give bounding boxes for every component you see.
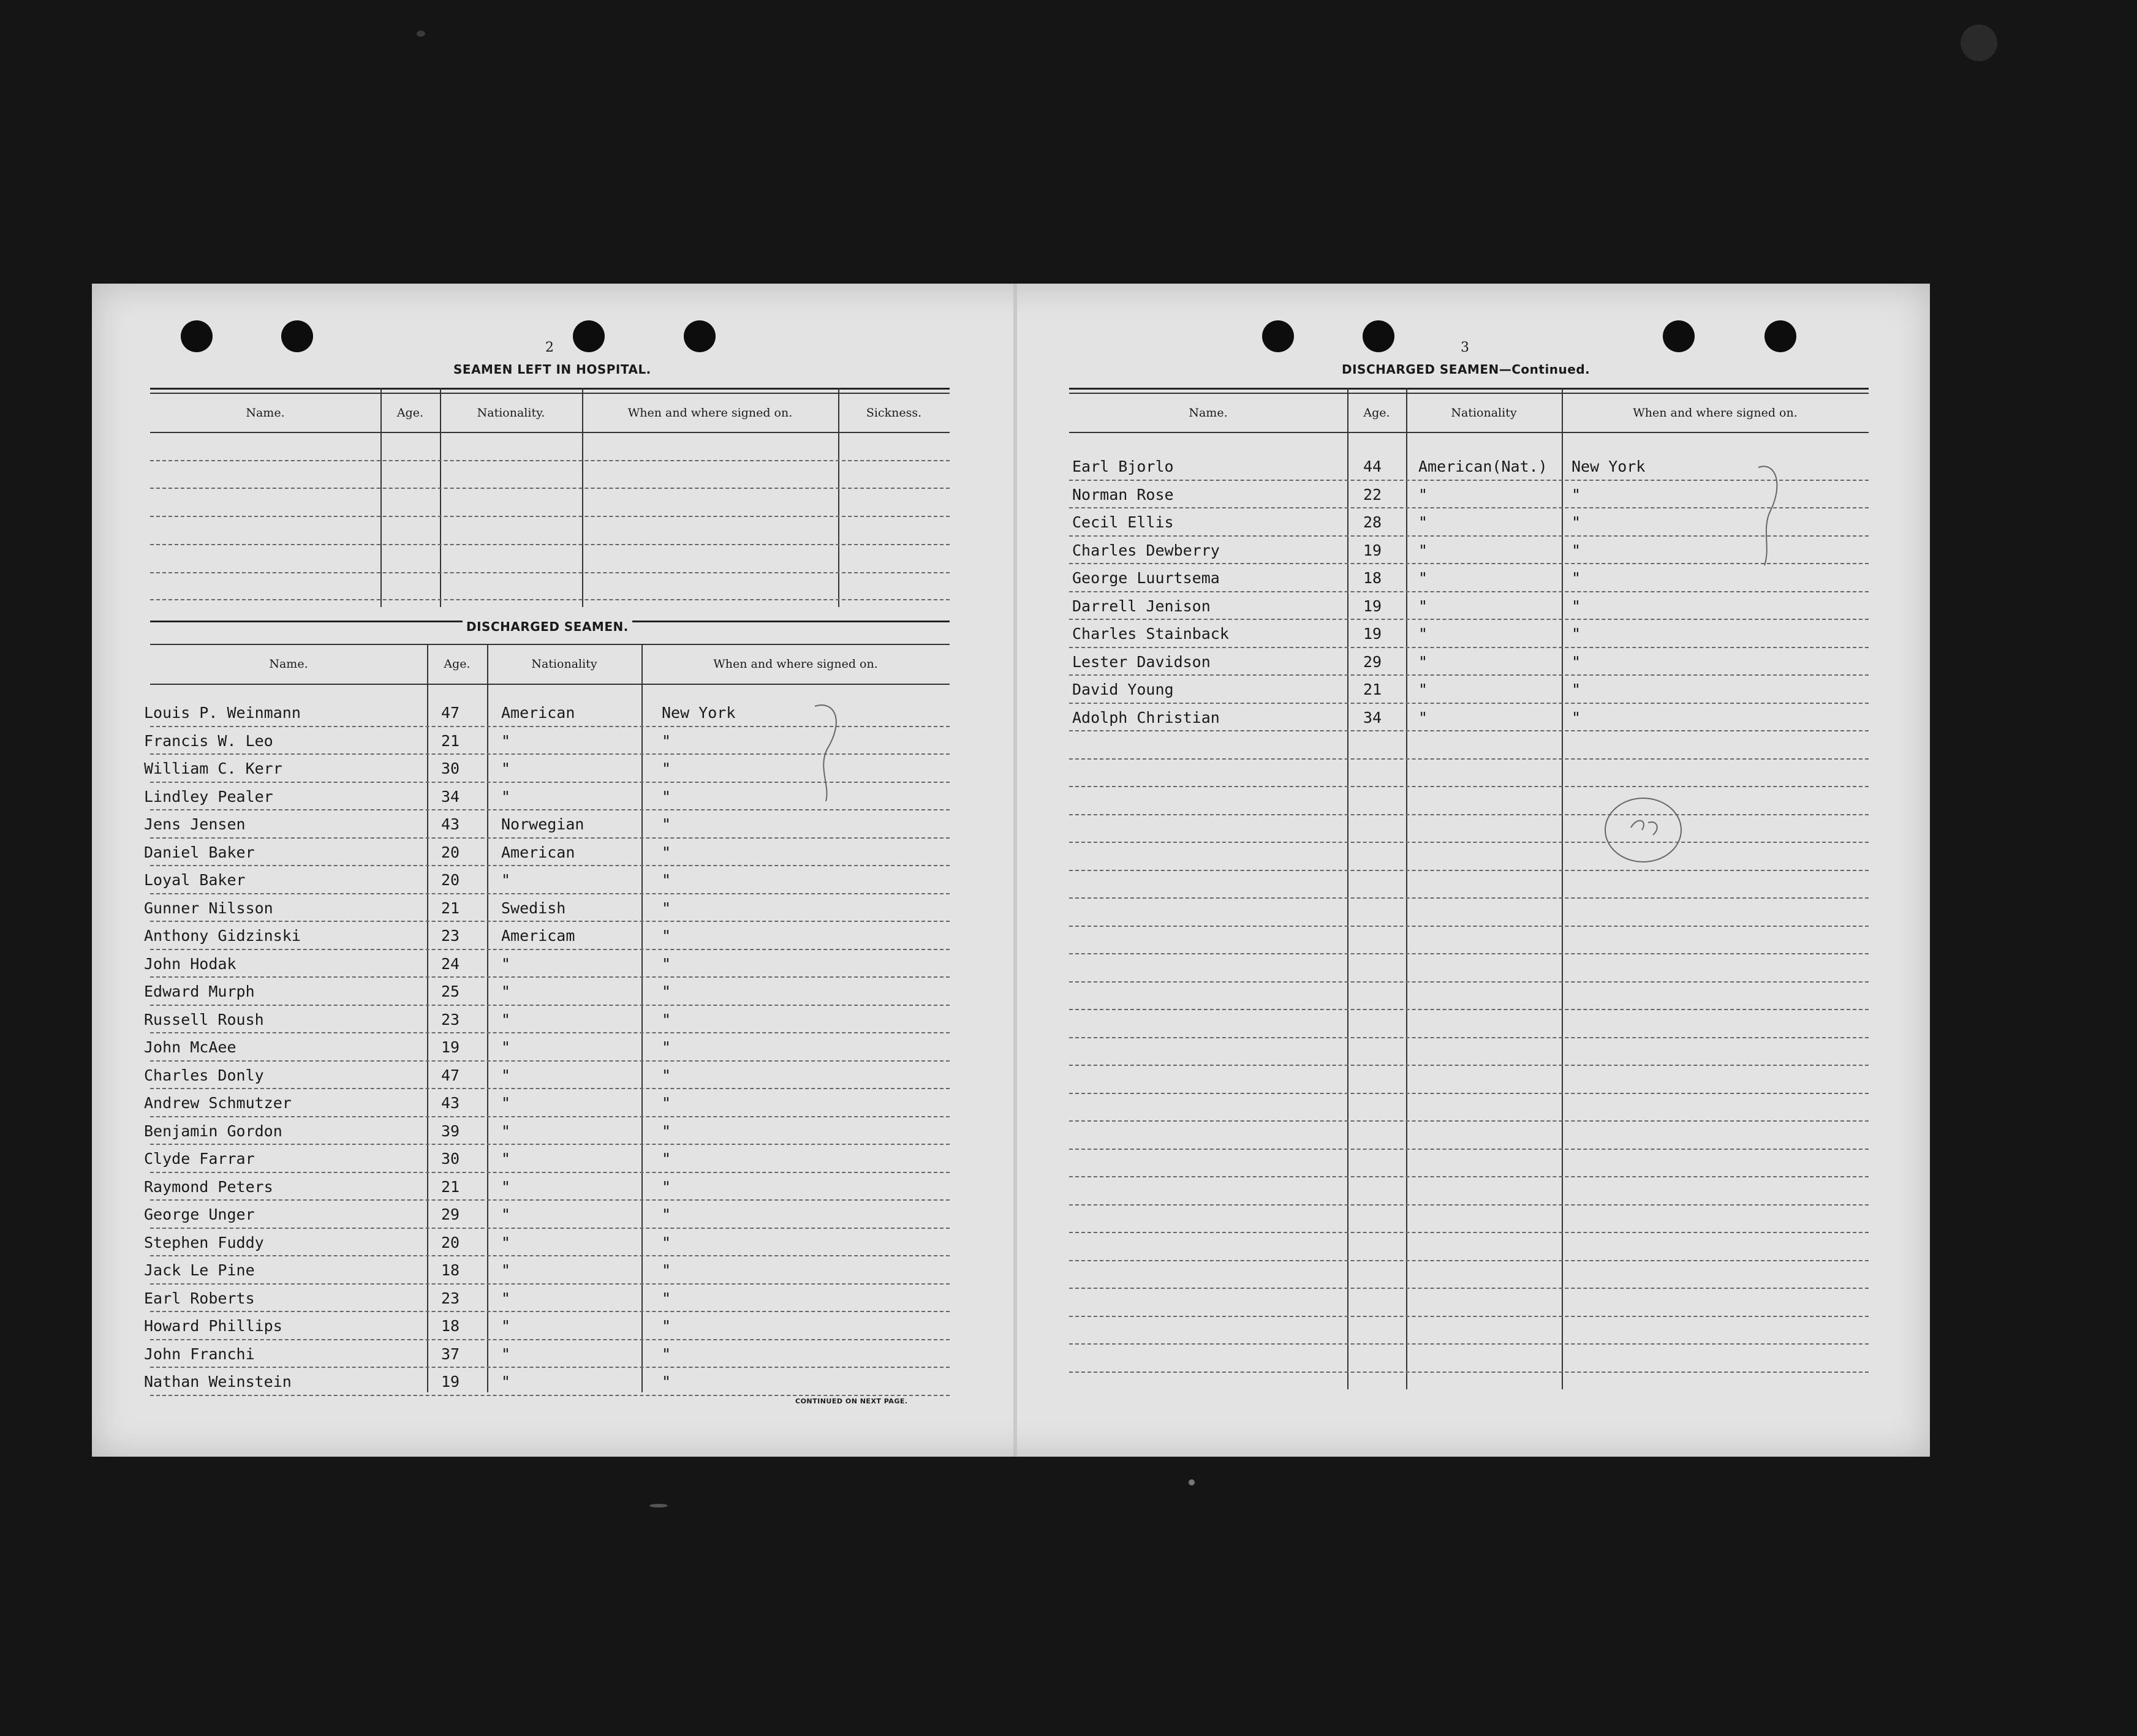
col-age-header: Age.: [1363, 406, 1390, 420]
seaman-name: Russell Roush: [144, 1010, 264, 1028]
seaman-nationality: American: [501, 843, 575, 861]
col-signed-on-header: When and where signed on.: [627, 406, 793, 420]
seaman-name: Howard Phillips: [144, 1317, 282, 1335]
seaman-age: 18: [1363, 569, 1382, 587]
seaman-signed-on: ": [662, 1038, 671, 1056]
seaman-nationality: ": [501, 1150, 511, 1168]
seaman-age: 30: [441, 1150, 460, 1168]
seaman-nationality: ": [1418, 625, 1428, 643]
seaman-age: 19: [1363, 541, 1382, 559]
seaman-age: 21: [441, 1177, 460, 1196]
seaman-nationality: ": [501, 1122, 511, 1140]
seaman-name: Charles Dewberry: [1072, 541, 1220, 559]
seaman-nationality: ": [1418, 513, 1428, 531]
col-signed-on-header: When and where signed on.: [1633, 406, 1798, 420]
seaman-nationality: ": [501, 983, 511, 1000]
seaman-nationality: ": [1418, 485, 1428, 504]
col-nationality-header: Nationality: [531, 657, 597, 671]
seaman-age: 47: [441, 1066, 460, 1084]
seaman-signed-on: ": [662, 1289, 671, 1307]
seaman-age: 43: [441, 1094, 460, 1112]
seaman-nationality: ": [501, 1038, 511, 1056]
seaman-signed-on: ": [1572, 541, 1581, 559]
seaman-signed-on: ": [662, 927, 671, 945]
seaman-signed-on: ": [662, 1373, 671, 1391]
seaman-nationality: Americam: [501, 927, 575, 945]
seaman-name: Anthony Gidzinski: [144, 927, 301, 945]
seaman-name: Louis P. Weinmann: [144, 704, 301, 722]
seaman-nationality: ": [1418, 597, 1428, 615]
seaman-name: Charles Stainback: [1072, 625, 1229, 643]
seaman-age: 47: [441, 704, 460, 722]
hospital-table: [150, 388, 950, 607]
seaman-age: 29: [1363, 652, 1382, 671]
seaman-nationality: ": [501, 1094, 511, 1112]
seaman-age: 20: [441, 843, 460, 861]
page-number: 3: [1461, 340, 1469, 355]
seaman-signed-on: ": [1572, 597, 1581, 615]
seaman-age: 23: [441, 927, 460, 945]
seaman-signed-on: ": [662, 731, 671, 750]
col-age-header: Age.: [444, 657, 471, 671]
seaman-signed-on: ": [662, 787, 671, 806]
seaman-signed-on: ": [662, 815, 671, 833]
seaman-signed-on: ": [662, 1150, 671, 1168]
seaman-nationality: ": [501, 1066, 511, 1084]
seaman-name: George Unger: [144, 1206, 255, 1223]
seaman-name: Lester Davidson: [1072, 652, 1211, 671]
seaman-name: Adolph Christian: [1072, 708, 1220, 726]
seaman-age: 19: [1363, 597, 1382, 615]
pencil-mark: [1746, 461, 1795, 572]
punch-hole: [1663, 320, 1695, 352]
seaman-signed-on: ": [662, 843, 671, 861]
seaman-signed-on: New York: [662, 704, 736, 722]
seaman-nationality: ": [1418, 681, 1428, 698]
seaman-signed-on: ": [662, 1122, 671, 1140]
seaman-signed-on: ": [662, 954, 671, 973]
seaman-age: 37: [441, 1345, 460, 1363]
seaman-nationality: ": [501, 1373, 511, 1391]
seaman-age: 44: [1363, 458, 1382, 475]
seaman-nationality: Swedish: [501, 899, 566, 917]
col-nationality-header: Nationality.: [477, 406, 545, 420]
punch-hole: [1262, 320, 1294, 352]
seaman-name: Jack Le Pine: [144, 1261, 255, 1279]
seaman-signed-on: ": [1572, 513, 1581, 531]
seaman-nationality: ": [501, 871, 511, 889]
seaman-signed-on: ": [1572, 485, 1581, 504]
seaman-name: Darrell Jenison: [1072, 597, 1211, 615]
seaman-signed-on: ": [662, 760, 671, 777]
seaman-name: William C. Kerr: [144, 760, 282, 777]
seaman-name: Stephen Fuddy: [144, 1233, 264, 1251]
seaman-name: Jens Jensen: [144, 815, 246, 833]
seaman-signed-on: ": [662, 1317, 671, 1335]
seaman-age: 43: [441, 815, 460, 833]
seaman-name: Lindley Pealer: [144, 787, 273, 806]
seaman-age: 29: [441, 1206, 460, 1223]
seaman-nationality: ": [501, 1206, 511, 1223]
seaman-name: Daniel Baker: [144, 843, 255, 861]
film-speck: [1961, 25, 1997, 61]
center-fold: [1013, 284, 1017, 1457]
seaman-age: 34: [1363, 708, 1382, 726]
col-sickness-header: Sickness.: [866, 406, 922, 420]
film-speck: [417, 31, 425, 37]
seaman-name: Raymond Peters: [144, 1177, 273, 1196]
seaman-name: Charles Donly: [144, 1066, 264, 1084]
seaman-name: Benjamin Gordon: [144, 1122, 282, 1140]
seaman-name: George Luurtsema: [1072, 569, 1220, 587]
seaman-age: 19: [441, 1038, 460, 1056]
seaman-name: David Young: [1072, 681, 1174, 698]
pencil-mark: [809, 700, 858, 810]
seaman-name: Andrew Schmutzer: [144, 1094, 292, 1112]
punch-hole: [1363, 320, 1394, 352]
seaman-signed-on: ": [662, 1206, 671, 1223]
seaman-nationality: ": [501, 731, 511, 750]
seaman-nationality: ": [501, 1345, 511, 1363]
seaman-name: John Hodak: [144, 954, 236, 973]
seaman-name: Gunner Nilsson: [144, 899, 273, 917]
seaman-age: 18: [441, 1317, 460, 1335]
seaman-age: 21: [441, 731, 460, 750]
seaman-age: 21: [1363, 681, 1382, 698]
seaman-name: Clyde Farrar: [144, 1150, 255, 1168]
seaman-nationality: ": [1418, 652, 1428, 671]
seaman-nationality: ": [501, 760, 511, 777]
col-name-header: Name.: [246, 406, 285, 420]
seaman-nationality: ": [501, 787, 511, 806]
seaman-age: 24: [441, 954, 460, 973]
page-number: 2: [545, 340, 554, 355]
discharged-title: DISCHARGED SEAMEN.: [463, 619, 632, 634]
col-name-header: Name.: [269, 657, 308, 671]
seaman-nationality: American(Nat.): [1418, 458, 1548, 475]
seaman-nationality: ": [1418, 569, 1428, 587]
seaman-signed-on: ": [662, 1066, 671, 1084]
seaman-age: 18: [441, 1261, 460, 1279]
seaman-age: 19: [1363, 625, 1382, 643]
seaman-name: Earl Roberts: [144, 1289, 255, 1307]
seaman-signed-on: ": [662, 983, 671, 1000]
seaman-age: 30: [441, 760, 460, 777]
seaman-signed-on: ": [1572, 569, 1581, 587]
seaman-nationality: ": [501, 1177, 511, 1196]
seaman-age: 34: [441, 787, 460, 806]
film-speck: [649, 1504, 668, 1508]
seaman-nationality: Norwegian: [501, 815, 584, 833]
col-signed-on-header: When and where signed on.: [713, 657, 878, 671]
seaman-name: Edward Murph: [144, 983, 255, 1000]
col-nationality-header: Nationality: [1451, 406, 1517, 420]
punch-hole: [573, 320, 605, 352]
seaman-signed-on: ": [662, 1233, 671, 1251]
hospital-title: SEAMEN LEFT IN HOSPITAL.: [453, 362, 651, 377]
seaman-signed-on: ": [662, 1094, 671, 1112]
seaman-age: 21: [441, 899, 460, 917]
seaman-signed-on: ": [662, 871, 671, 889]
punch-hole: [1764, 320, 1796, 352]
seaman-signed-on: ": [1572, 625, 1581, 643]
seaman-age: 23: [441, 1289, 460, 1307]
continued-title: DISCHARGED SEAMEN—Continued.: [1342, 362, 1590, 377]
document-sheet: [92, 284, 1930, 1457]
seaman-age: 23: [441, 1010, 460, 1028]
seaman-name: Francis W. Leo: [144, 731, 273, 750]
seaman-nationality: ": [501, 1289, 511, 1307]
continued-note: CONTINUED ON NEXT PAGE.: [795, 1397, 908, 1405]
pencil-circle-mark: [1599, 792, 1691, 872]
punch-hole: [281, 320, 313, 352]
seaman-nationality: ": [501, 1261, 511, 1279]
seaman-signed-on: ": [1572, 708, 1581, 726]
seaman-nationality: ": [1418, 541, 1428, 559]
seaman-nationality: ": [501, 1317, 511, 1335]
punch-hole: [684, 320, 716, 352]
seaman-nationality: ": [501, 954, 511, 973]
seaman-name: Loyal Baker: [144, 871, 246, 889]
seaman-nationality: ": [501, 1233, 511, 1251]
seaman-signed-on: ": [1572, 681, 1581, 698]
seaman-name: Nathan Weinstein: [144, 1373, 292, 1391]
col-age-header: Age.: [396, 406, 424, 420]
seaman-age: 22: [1363, 485, 1382, 504]
seaman-signed-on: ": [662, 1177, 671, 1196]
seaman-age: 20: [441, 871, 460, 889]
seaman-age: 20: [441, 1233, 460, 1251]
seaman-name: John Franchi: [144, 1345, 255, 1363]
col-name-header: Name.: [1189, 406, 1228, 420]
seaman-age: 25: [441, 983, 460, 1000]
seaman-signed-on: ": [1572, 652, 1581, 671]
seaman-nationality: ": [501, 1010, 511, 1028]
seaman-age: 39: [441, 1122, 460, 1140]
seaman-nationality: American: [501, 704, 575, 722]
punch-hole: [181, 320, 213, 352]
seaman-signed-on: ": [662, 1010, 671, 1028]
seaman-signed-on: ": [662, 1261, 671, 1279]
seaman-nationality: ": [1418, 708, 1428, 726]
seaman-name: John McAee: [144, 1038, 236, 1056]
seaman-signed-on: ": [662, 899, 671, 917]
seaman-signed-on: New York: [1572, 458, 1646, 475]
seaman-signed-on: ": [662, 1345, 671, 1363]
film-speck: [1189, 1479, 1195, 1485]
seaman-name: Cecil Ellis: [1072, 513, 1174, 531]
seaman-age: 19: [441, 1373, 460, 1391]
seaman-age: 28: [1363, 513, 1382, 531]
seaman-name: Norman Rose: [1072, 485, 1174, 504]
seaman-name: Earl Bjorlo: [1072, 458, 1174, 475]
